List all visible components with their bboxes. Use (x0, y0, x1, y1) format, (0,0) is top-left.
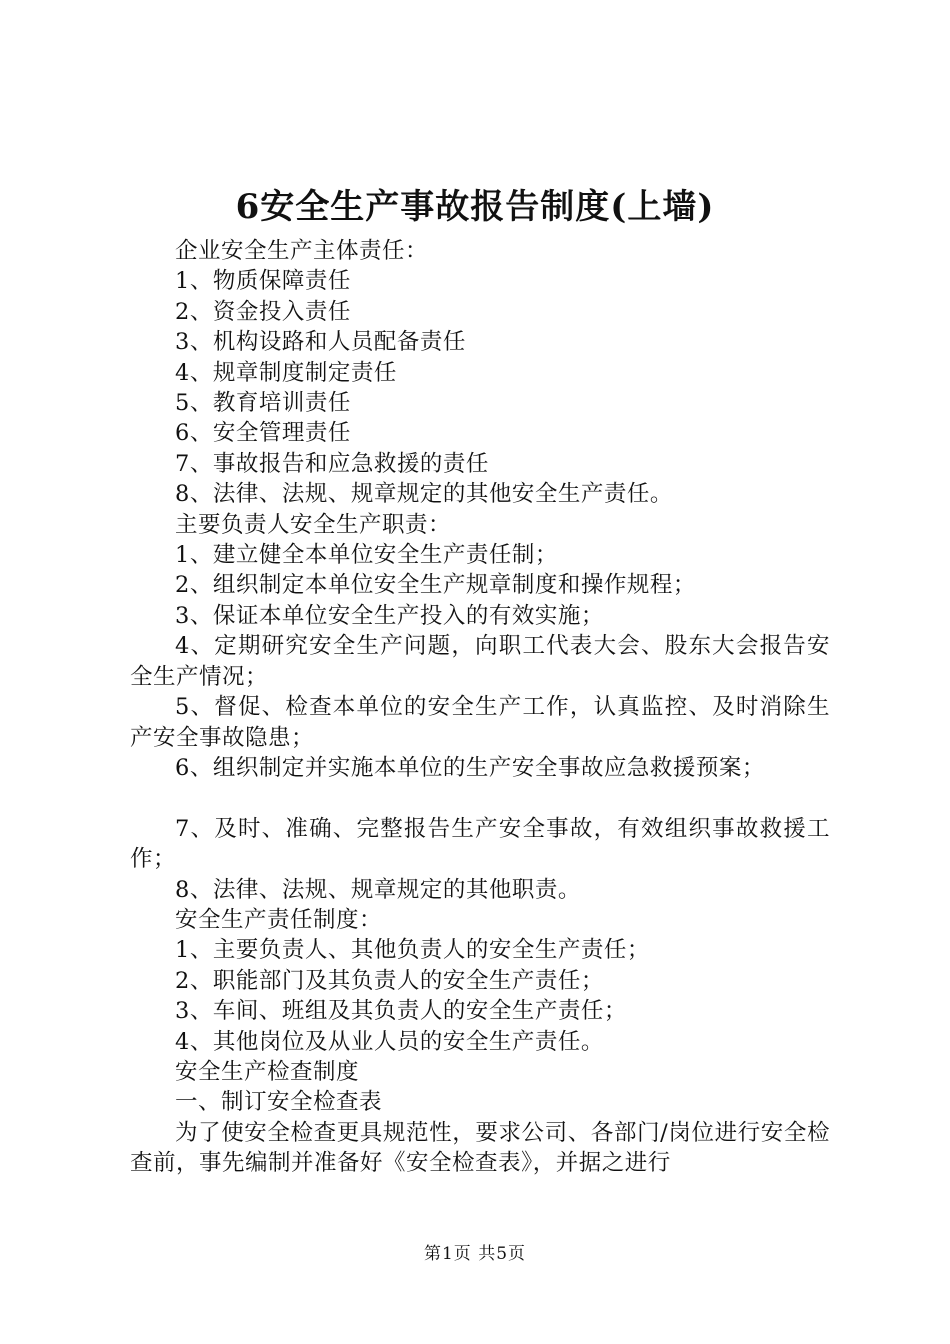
list-item: 3、保证本单位安全生产投入的有效实施； (175, 602, 604, 629)
page-title: 6安全生产事故报告制度(上墙) (235, 187, 715, 227)
paragraph: 为了使安全检查更具规范性，要求公司、各部门/岗位进行安全检查前，事先编制并准备好《安全检查表》，并据之进行 (130, 1119, 830, 1177)
list-item: 6、安全管理责任 (175, 420, 351, 447)
section-heading: 安全生产责任制度： (175, 906, 383, 933)
list-item: 5、督促、检查本单位的安全生产工作，认真监控、及时消除生产安全事故隐患； (130, 694, 830, 751)
list-item: 8、法律、法规、规章规定的其他职责。 (175, 876, 581, 903)
paragraph: 企业安全生产主体责任： (175, 238, 429, 264)
list-item: 1、物质保障责任 (175, 268, 351, 295)
blank-line (130, 783, 830, 813)
list-item: 2、组织制定本单位安全生产规章制度和操作规程； (175, 572, 696, 599)
list-item: 7、及时、准确、完整报告生产安全事故，有效组织事故救援工作； (130, 815, 830, 873)
list-item: 7、事故报告和应急救援的责任 (175, 450, 489, 477)
list-item: 4、其他岗位及从业人员的安全生产责任。 (175, 1028, 604, 1055)
list-item: 3、车间、班组及其负责人的安全生产责任； (175, 998, 627, 1025)
list-item: 5、教育培训责任 (175, 390, 351, 417)
page-number: 第1页 共5页 (423, 1244, 527, 1264)
list-item: 2、资金投入责任 (175, 298, 351, 325)
document-body (130, 236, 830, 1179)
list-item: 4、定期研究安全生产问题，向职工代表大会、股东大会报告安全生产情况； (130, 633, 830, 690)
list-item: 2、职能部门及其负责人的安全生产责任； (175, 967, 604, 994)
list-item: 1、建立健全本单位安全生产责任制； (175, 542, 558, 569)
list-item: 1、主要负责人、其他负责人的安全生产责任； (175, 937, 650, 964)
list-item: 3、机构设路和人员配备责任 (175, 329, 466, 356)
list-item: 6、组织制定并实施本单位的生产安全事故应急救援预案； (175, 754, 765, 781)
section-heading: 安全生产检查制度 (175, 1058, 360, 1085)
section-heading: 主要负责人安全生产职责： (175, 511, 452, 538)
list-item: 4、规章制度制定责任 (175, 359, 397, 386)
list-item: 8、法律、法规、规章规定的其他安全生产责任。 (175, 481, 673, 508)
subsection-heading: 一、制订安全检查表 (175, 1089, 383, 1116)
